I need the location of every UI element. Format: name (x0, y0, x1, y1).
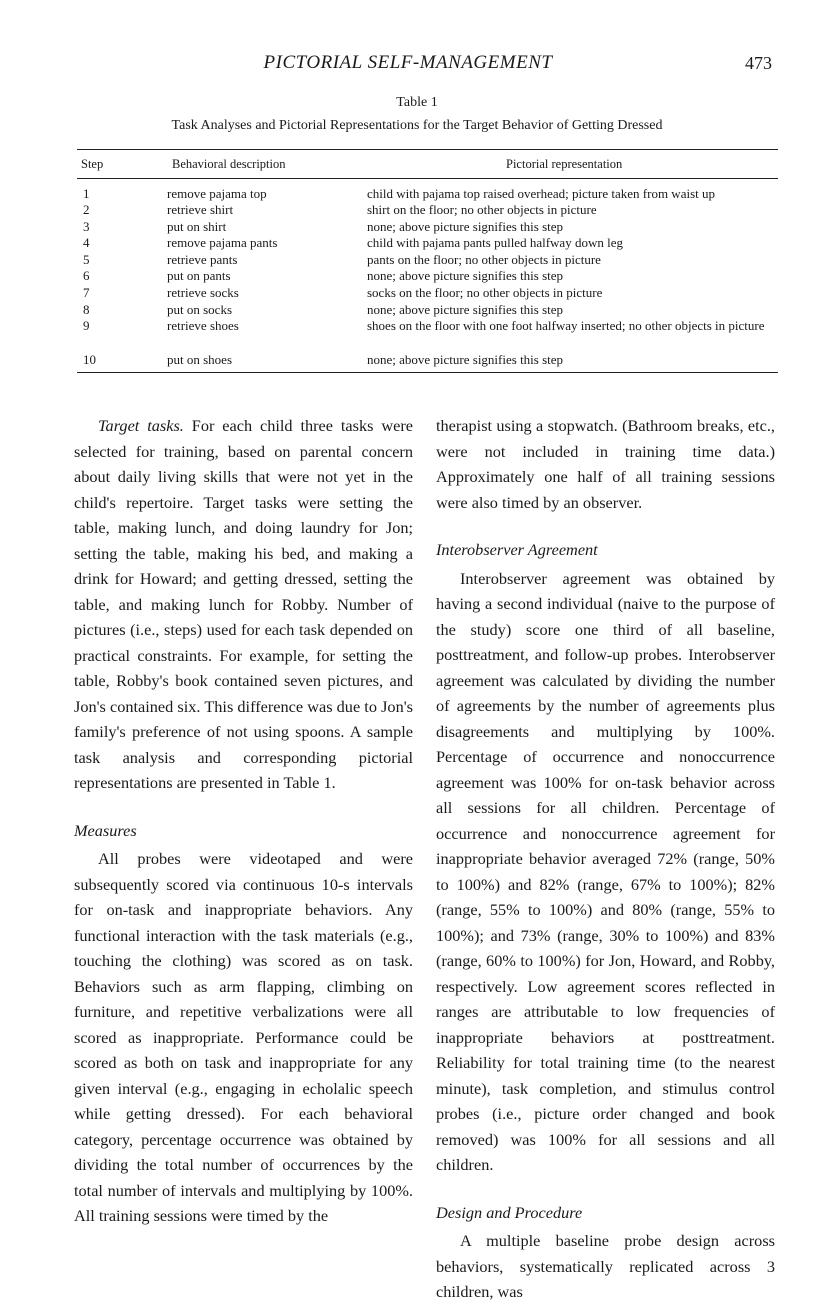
description-cell: put on pants (167, 268, 231, 283)
target-tasks-paragraph (74, 413, 413, 796)
column-header-description: Behavioral description (172, 157, 286, 171)
description-cell: put on socks (167, 302, 232, 317)
step-cell: 5 (83, 252, 90, 267)
page-number: 473 (745, 53, 772, 73)
step-cell: 2 (83, 202, 90, 217)
step-cell: 9 (83, 318, 90, 333)
design-paragraph: A multiple baseline probe design across behaviors, systematically replicated across 3 children, was (436, 1231, 775, 1301)
pictorial-cell: shoes on the floor with one foot halfway inserted; no other objects in picture (367, 318, 765, 333)
pictorial-cell: child with pajama top raised overhead; picture taken from waist up (367, 186, 715, 201)
table-bottom-rule (77, 372, 778, 373)
pictorial-cell: pants on the floor; no other objects in picture (367, 252, 601, 267)
table-label: Table 1 (396, 95, 438, 110)
table-header-rule (77, 178, 778, 179)
step-cell: 8 (83, 302, 90, 317)
pictorial-cell: none; above picture signifies this step (367, 219, 564, 234)
continuation-paragraph: therapist using a stopwatch. (Bathroom breaks, etc., were not included in training time data.) Approximately one half of all training sessions were also timed by an observer. (436, 416, 775, 512)
table-top-rule (77, 149, 778, 150)
pictorial-cell: none; above picture signifies this step (367, 302, 564, 317)
description-cell: put on shirt (167, 219, 227, 234)
pictorial-cell: none; above picture signifies this step (367, 268, 564, 283)
pictorial-cell: child with pajama pants pulled halfway down leg (367, 235, 623, 250)
description-cell: retrieve shoes (167, 318, 239, 333)
design-heading: Design and Procedure (436, 1202, 583, 1222)
description-cell: retrieve shirt (167, 202, 234, 217)
interobserver-paragraph: Interobserver agreement was obtained by having a second individual (naive to the purpose of the study) score one third of all baseline, posttreatment, and follow-up probes. Interobserver agreement was calculated by dividing the number of agreements by the number of agreements plus disagreements and multiplying by 100%. Percentage of occurrence and nonoccurrence agreement was 100% for on-task behavior across all sessions for all children. Percentage of occurrence and nonoccurrence agreement for inappropriate behavior averaged 72% (range, 50% to 100%) and 82% (range, 67% to 100%); 82% (range, 55% to 100%) and 80% (range, 55% to 100%); and 73% (range, 30% to 100%) and 83% (range, 60% to 100%) for Jon, Howard, and Robby, respectively. Low agreement scores reflected in ranges are attributable to low frequencies of inappropriate behaviors at posttreatment. Reliability for total training time (to the nearest minute), task completion, and stimulus control probes (i.e., picture order changed and book removed) was 100% for all sessions and all children. (436, 568, 775, 1174)
interobserver-heading: Interobserver Agreement (436, 540, 598, 559)
step-cell: 10 (83, 352, 96, 367)
description-cell: retrieve socks (167, 285, 239, 300)
left-column (74, 413, 413, 1229)
description-cell: put on shoes (167, 352, 232, 367)
right-column (436, 413, 775, 1305)
column-header-pictorial: Pictorial representation (506, 157, 623, 171)
running-title: PICTORIAL SELF-MANAGEMENT (263, 52, 553, 73)
step-cell: 4 (83, 235, 90, 250)
pictorial-cell: shirt on the floor; no other objects in picture (367, 202, 597, 217)
description-cell: retrieve pants (167, 252, 238, 267)
column-header-step: Step (81, 157, 104, 171)
target-tasks-text: For each child three tasks were selected for training, based on parental concern about daily living skills that were not yet in the child's repertoire. Target tasks were setting the table, making lunch, and doing laundry for Jon; setting the table, making his bed, and making a drink for Howard; and getting dressed, setting the table, and making lunch for Robby. Number of pictures (i.e., steps) used for each task depended on practical constraints. For example, for setting the table, Robby's book contained seven pictures, and Jon's contained six. This difference was due to Jon's family's preference of not using spoons. A sample task analysis and corresponding pictorial representations are presented in Table 1. (74, 416, 413, 792)
description-cell: remove pajama top (167, 186, 267, 201)
step-cell: 1 (83, 186, 90, 201)
step-cell: 3 (83, 219, 90, 234)
target-tasks-runin-heading: Target tasks. (98, 416, 184, 435)
table-caption: Task Analyses and Pictorial Representations for the Target Behavior of Getting Dressed (171, 118, 663, 133)
measures-heading: Measures (74, 820, 137, 840)
step-cell: 7 (83, 285, 90, 300)
pictorial-cell: none; above picture signifies this step (367, 352, 564, 367)
description-cell: remove pajama pants (167, 235, 278, 250)
measures-paragraph: All probes were videotaped and were subsequently scored via continuous 10-s intervals for on-task and inappropriate behaviors. Any functional interaction with the task materials (e.g., touching the clothing) was scored as on task. Behaviors such as arm flapping, climbing on furniture, and repetitive verbalizations were all scored as inappropriate. Performance could be scored as both on task and inappropriate for any given interval (e.g., engaging in echolalic speech while getting dressed). For each behavioral category, percentage occurrence was obtained by dividing the total number of occurrences by the total number of intervals and multiplying by 100%. All training sessions were timed by the (74, 849, 413, 1225)
pictorial-cell: socks on the floor; no other objects in picture (367, 285, 603, 300)
step-cell: 6 (83, 268, 90, 283)
